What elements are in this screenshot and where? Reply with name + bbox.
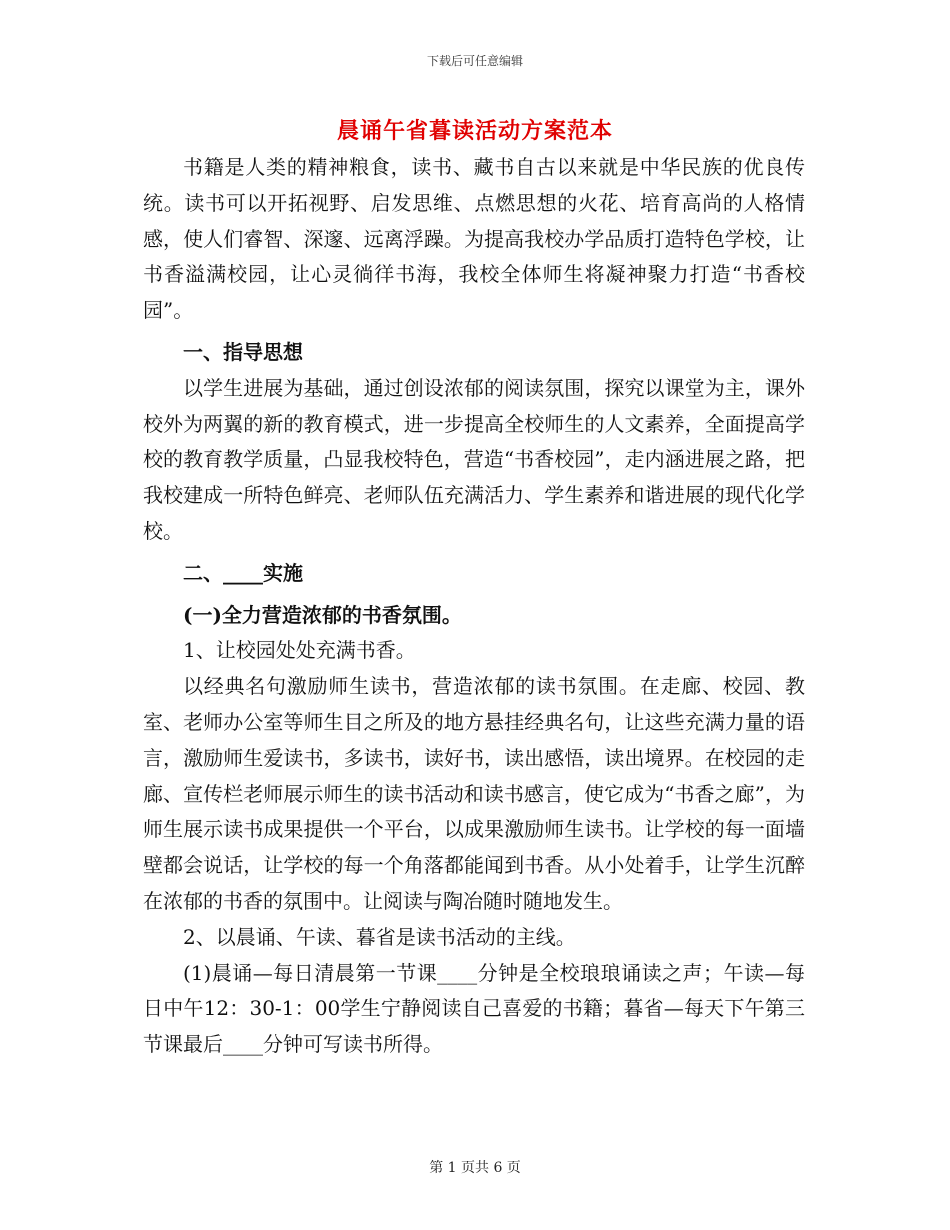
document-body [143, 150, 805, 1063]
item-heading-mainline: 2、以晨诵、午读、暮省是读书活动的主线。 [183, 924, 576, 949]
schedule-paragraph: (1)晨诵—每日清晨第一节课____分钟是全校琅琅诵读之声；午读—每日中午12：30-1：00学生宁静阅读自己喜爱的书籍；暮省—每天下午第三节课最后____分钟可写读书所得。 [143, 960, 805, 1057]
page-header: 下载后可任意编辑 [426, 54, 523, 68]
campus-paragraph: 以经典名句激励师生读书，营造浓郁的读书氛围。在走廊、校园、教室、老师办公室等师生目之所及的地方悬挂经典名句，让这些充满力量的语言，激励师生爱读书，多读书，读好书，读出感悟，读出境界。在校园的走廊、宣传栏老师展示师生的读书活动和读书感言，使它成为“书香之廊”，为师生展示读书成果提供一个平台，以成果激励师生读书。让学校的每一面墙壁都会说话，让学校的每一个角落都能闻到书香。从小处着手，让学生沉醉在浓郁的书香的氛围中。让阅读与陶冶随时随地发生。 [143, 674, 805, 913]
intro-paragraph: 书籍是人类的精神粮食，读书、藏书自古以来就是中华民族的优良传统。读书可以开拓视野、启发思维、点燃思想的火花、培育高尚的人格情感，使人们睿智、深邃、远离浮躁。为提高我校办学品质打造特色学校，让书香溢满校园，让心灵徜徉书海，我校全体师生将凝神聚力打造“书香校园”。 [143, 155, 805, 323]
section-heading-implementation: 二、____实施 [183, 560, 303, 585]
section-heading-guiding-ideas: 一、指导思想 [183, 339, 303, 364]
page-footer: 第 1 页共 6 页 [429, 1160, 521, 1176]
subsection-heading-atmosphere: (一)全力营造浓郁的书香氛围。 [183, 602, 462, 627]
document-title: 晨诵午省暮读活动方案范本 [336, 118, 613, 144]
guiding-ideas-paragraph: 以学生进展为基础，通过创设浓郁的阅读氛围，探究以课堂为主，课外校外为两翼的新的教育模式，进一步提高全校师生的人文素养，全面提高学校的教育教学质量，凸显我校特色，营造“书香校园”，走内涵进展之路，把我校建成一所特色鲜亮、老师队伍充满活力、学生素养和谐进展的现代化学校。 [143, 375, 805, 543]
item-heading-campus: 1、让校园处处充满书香。 [183, 638, 416, 663]
